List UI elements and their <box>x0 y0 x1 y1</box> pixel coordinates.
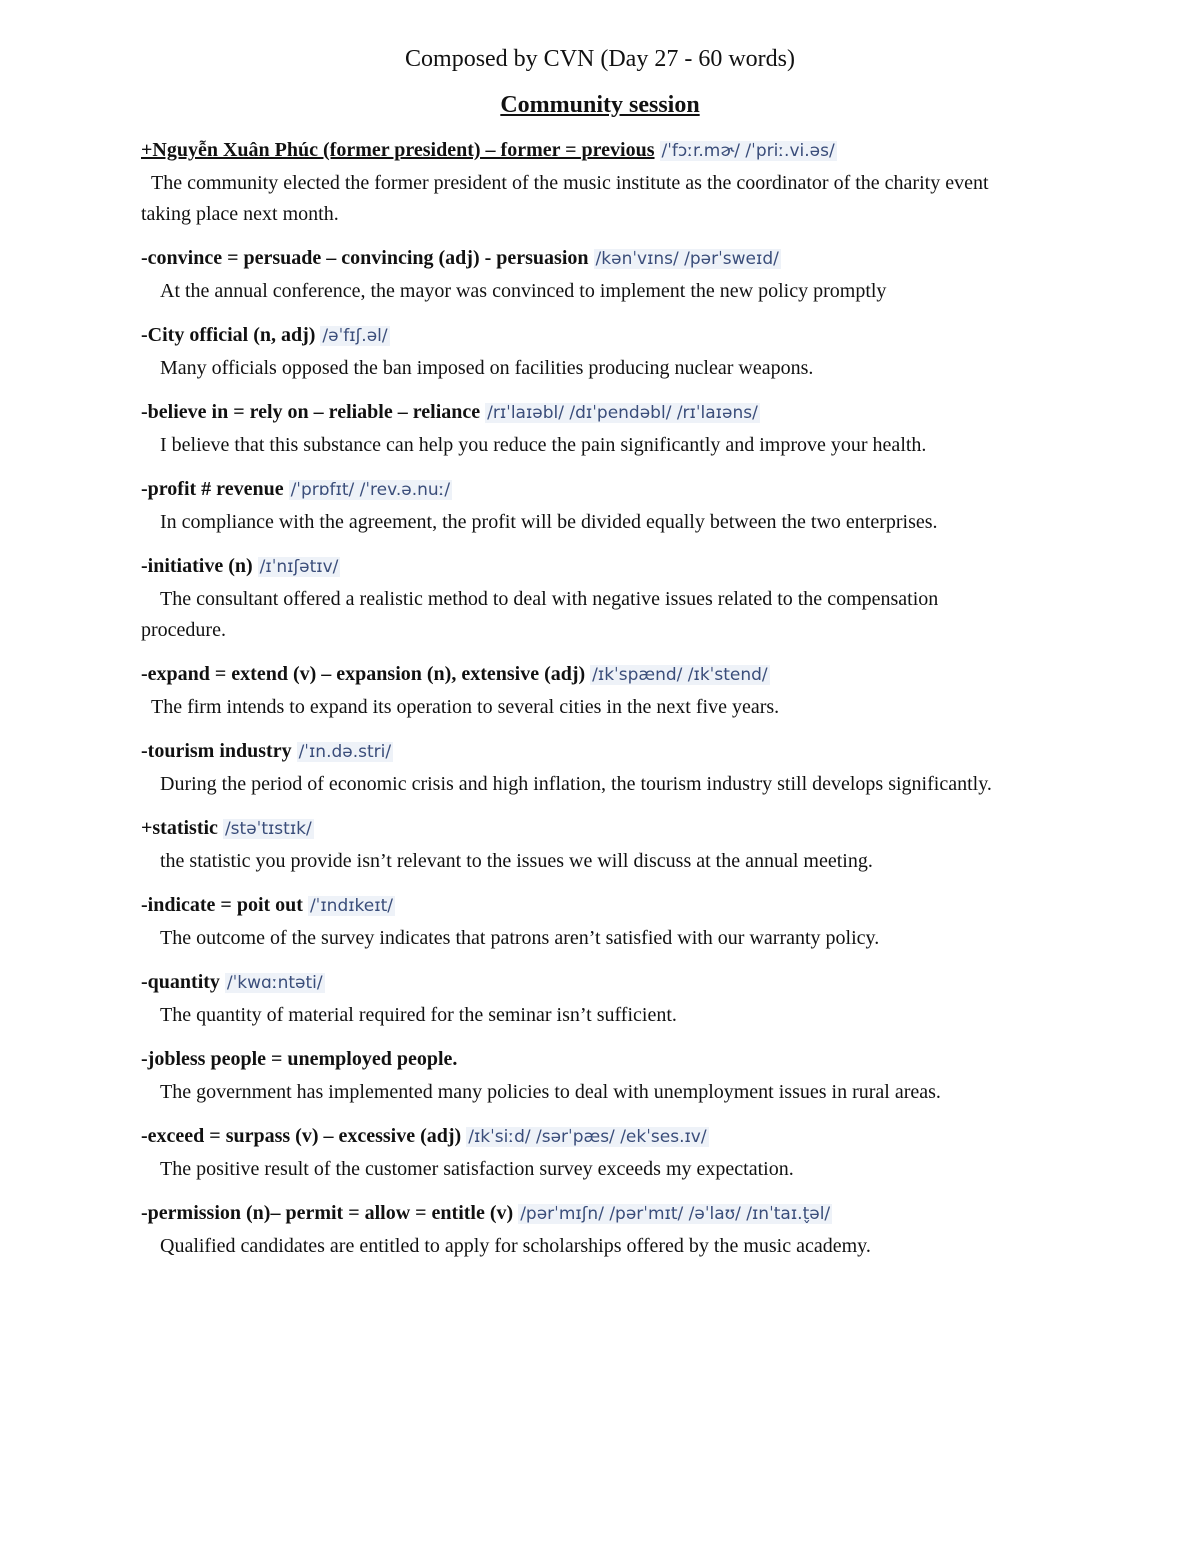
vocab-pronunciation: /ˈprɒfɪt/ /ˈrev.ə.nuː/ <box>290 480 451 500</box>
vocab-term: -jobless people = unemployed people. <box>141 1048 458 1070</box>
vocab-entry <box>141 392 1026 461</box>
vocab-entry <box>141 1039 1026 1108</box>
example-sentence: The community elected the former president of the music institute as the coordinator of the charity event taking place next month. <box>141 172 989 225</box>
vocabulary-list <box>141 130 1026 1270</box>
example-sentence: Many officials opposed the ban imposed on facilities producing nuclear weapons. <box>160 357 814 379</box>
example-sentence: In compliance with the agreement, the profit will be divided equally between the two enterprises. <box>160 511 938 533</box>
example-sentence: The government has implemented many policies to deal with unemployment issues in rural areas. <box>160 1081 941 1103</box>
vocab-term: -permission (n)– permit = allow = entitle (v) <box>141 1202 514 1224</box>
vocab-pronunciation: /rɪˈlaɪəbl/ /dɪˈpendəbl/ /rɪˈlaɪəns/ <box>487 403 758 423</box>
vocab-term: -profit # revenue <box>141 478 284 500</box>
vocab-pronunciation: /pərˈmɪʃn/ /pərˈmɪt/ /əˈlaʊ/ /ɪnˈtaɪ.t̬əl/ <box>520 1204 831 1224</box>
vocab-entry <box>141 731 1026 800</box>
vocab-term: -expand = extend (v) – expansion (n), extensive (adj) <box>141 663 586 685</box>
example-sentence: At the annual conference, the mayor was convinced to implement the new policy promptly <box>160 280 887 302</box>
vocab-entry <box>141 238 1026 307</box>
vocab-pronunciation: /stəˈtɪstɪk/ <box>224 819 312 839</box>
example-sentence: The consultant offered a realistic method to deal with negative issues related to the compensation procedure. <box>141 588 939 641</box>
document-title: Composed by CVN (Day 27 - 60 words) <box>405 46 795 72</box>
vocab-entry <box>141 808 1026 877</box>
vocab-entry <box>141 130 1026 230</box>
vocab-pronunciation: /ɪkˈsiːd/ /sərˈpæs/ /ekˈses.ɪv/ <box>468 1127 707 1147</box>
vocab-term: -convince = persuade – convincing (adj) - persuasion <box>141 247 589 269</box>
vocab-term: -quantity <box>141 971 220 993</box>
vocab-pronunciation: /ˈkwɑːntəti/ <box>226 973 323 993</box>
vocab-pronunciation: /ɪkˈspænd/ /ɪkˈstend/ <box>592 665 768 685</box>
vocab-pronunciation: /ɪˈnɪʃətɪv/ <box>259 557 339 577</box>
vocab-pronunciation: /ˈfɔːr.mɚ/ /ˈpriː.vi.əs/ <box>661 141 835 161</box>
vocab-entry <box>141 1193 1026 1262</box>
example-sentence: Qualified candidates are entitled to apply for scholarships offered by the music academy. <box>160 1235 871 1257</box>
vocab-pronunciation: /kənˈvɪns/ /pərˈsweɪd/ <box>595 249 779 269</box>
example-sentence: The firm intends to expand its operation to several cities in the next five years. <box>151 696 780 718</box>
vocab-pronunciation: /ˈɪndɪkeɪt/ <box>309 896 393 916</box>
example-sentence: During the period of economic crisis and high inflation, the tourism industry still develops significantly. <box>160 773 992 795</box>
vocab-term: -tourism industry <box>141 740 292 762</box>
vocab-entry <box>141 654 1026 723</box>
example-sentence: The quantity of material required for the seminar isn’t sufficient. <box>160 1004 677 1026</box>
vocab-entry <box>141 1116 1026 1185</box>
vocab-entry <box>141 962 1026 1031</box>
vocab-term: -City official (n, adj) <box>141 324 316 346</box>
example-sentence: the statistic you provide isn’t relevant to the issues we will discuss at the annual meeting. <box>160 850 873 872</box>
vocab-pronunciation: /ˈɪn.də.stri/ <box>298 742 392 762</box>
vocab-pronunciation: /əˈfɪʃ.əl/ <box>322 326 388 346</box>
vocab-term: -exceed = surpass (v) – excessive (adj) <box>141 1125 462 1147</box>
vocab-term: -believe in = rely on – reliable – reliance <box>141 401 481 423</box>
example-sentence: The positive result of the customer satisfaction survey exceeds my expectation. <box>160 1158 794 1180</box>
vocab-entry <box>141 546 1026 646</box>
example-sentence: The outcome of the survey indicates that patrons aren’t satisfied with our warranty policy. <box>160 927 880 949</box>
vocab-term: -initiative (n) <box>141 555 253 577</box>
vocab-term: +statistic <box>141 817 218 839</box>
vocab-entry <box>141 315 1026 384</box>
example-sentence: I believe that this substance can help you reduce the pain significantly and improve your health. <box>160 434 927 456</box>
vocab-entry <box>141 469 1026 538</box>
vocab-entry <box>141 885 1026 954</box>
section-heading: Community session <box>500 92 700 118</box>
vocab-term: +Nguyễn Xuân Phúc (former president) – former = previous <box>141 139 655 161</box>
vocab-term: -indicate = poit out <box>141 894 303 916</box>
